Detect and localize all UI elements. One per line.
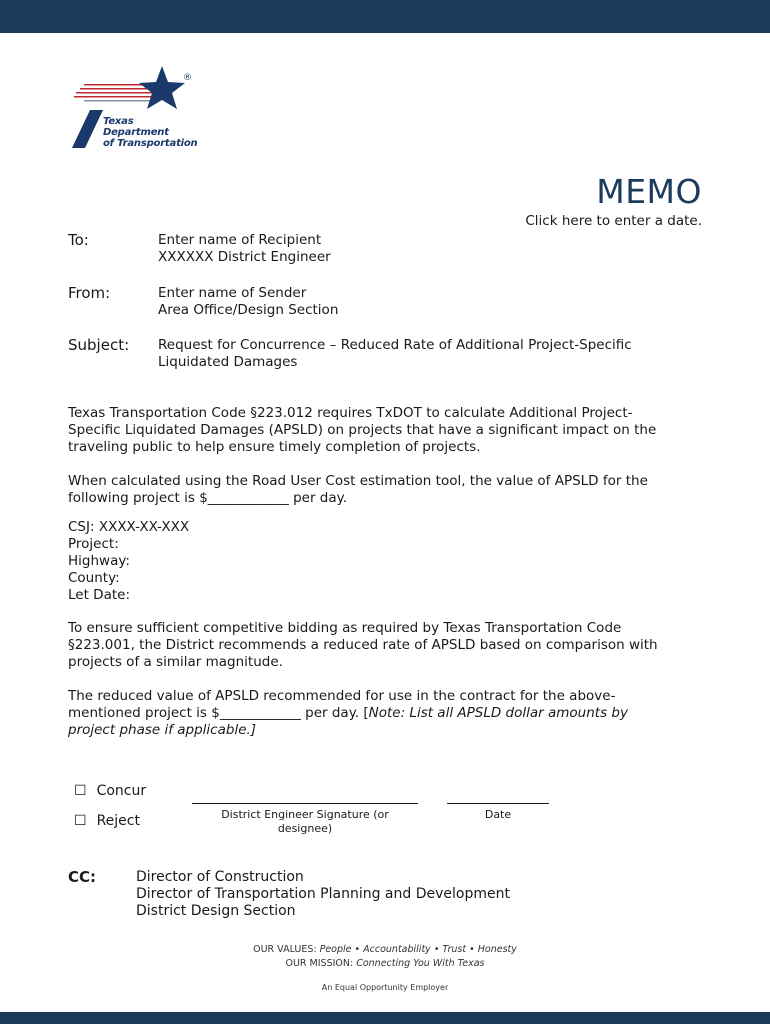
footer-mission: OUR MISSION: Connecting You With Texas bbox=[285, 958, 485, 969]
highway-field: Highway: bbox=[68, 553, 130, 569]
memo-title: MEMO bbox=[596, 172, 702, 211]
footer-eoe: An Equal Opportunity Employer bbox=[321, 983, 449, 992]
cc-list bbox=[136, 869, 510, 920]
concur-label: Concur bbox=[96, 783, 147, 799]
recipient-name[interactable]: Enter name of Recipient bbox=[158, 232, 322, 248]
concur-option[interactable] bbox=[74, 783, 146, 799]
subject-line: Liquidated Damages bbox=[158, 354, 298, 370]
county-field: County: bbox=[68, 570, 120, 586]
subject-label: Subject: bbox=[68, 336, 130, 354]
top-banner bbox=[0, 0, 770, 33]
bottom-banner bbox=[0, 1012, 770, 1024]
paragraph-statute: Texas Transportation Code §223.012 requires TxDOT to calculate Additional Project- Specific Liquidated Damages (APSLD) on projects that have a significant impact on the traveling public to help ensure timely completion of projects. bbox=[68, 405, 657, 455]
logo-text-line: Department bbox=[103, 127, 169, 138]
sender-office[interactable]: Area Office/Design Section bbox=[158, 302, 339, 318]
subject-line: Request for Concurrence – Reduced Rate of Additional Project-Specific bbox=[158, 337, 632, 353]
from-label: From: bbox=[68, 284, 111, 302]
project-field: Project: bbox=[68, 536, 119, 552]
paragraph-competitive-bidding: To ensure sufficient competitive bidding as required by Texas Transportation Code §223.001, the District recommends a reduced rate of APSLD based on comparison with projects of a similar magnitude. bbox=[68, 620, 658, 670]
cc-label: CC: bbox=[68, 868, 97, 886]
reject-label: Reject bbox=[96, 813, 140, 829]
paragraph-road-user-cost: When calculated using the Road User Cost estimation tool, the value of APSLD for the following project is $____________ per day. bbox=[68, 473, 648, 506]
from-field[interactable] bbox=[158, 285, 338, 319]
signature-caption: District Engineer Signature (or designee) bbox=[221, 808, 389, 835]
logo-slash bbox=[72, 110, 103, 148]
date-field[interactable]: Click here to enter a date. bbox=[525, 213, 702, 229]
csj-field: CSJ: XXXX-XX-XXX bbox=[68, 519, 190, 535]
date-caption: Date bbox=[484, 808, 512, 821]
project-info bbox=[68, 519, 708, 604]
paragraph-reduced-value: The reduced value of APSLD recommended for use in the contract for the above- mentioned project is $____________ per day. [Note: List all APSLD dollar amounts by project phase if applicable.] bbox=[68, 688, 628, 738]
reject-option[interactable] bbox=[74, 813, 140, 829]
to-label: To: bbox=[68, 231, 89, 249]
concur-checkbox[interactable]: ☐ bbox=[74, 783, 87, 799]
logo-text-line: of Transportation bbox=[103, 138, 198, 149]
let-date-field: Let Date: bbox=[68, 587, 130, 603]
recipient-title[interactable]: XXXXXX District Engineer bbox=[158, 249, 331, 265]
registered-mark: ® bbox=[183, 73, 192, 83]
star-icon bbox=[139, 66, 185, 109]
cc-item: Director of Construction bbox=[136, 869, 304, 885]
subject-field bbox=[158, 337, 632, 371]
to-field[interactable] bbox=[158, 232, 331, 266]
reject-checkbox[interactable]: ☐ bbox=[74, 813, 87, 829]
footer-values: OUR VALUES: People • Accountability • Trust • Honesty bbox=[253, 944, 517, 955]
sender-name[interactable]: Enter name of Sender bbox=[158, 285, 307, 301]
logo-text bbox=[103, 116, 203, 149]
signature-line bbox=[192, 803, 418, 804]
cc-item: District Design Section bbox=[136, 903, 296, 919]
cc-item: Director of Transportation Planning and Development bbox=[136, 886, 510, 902]
date-line bbox=[447, 803, 549, 804]
logo-text-line: Texas bbox=[103, 116, 134, 127]
